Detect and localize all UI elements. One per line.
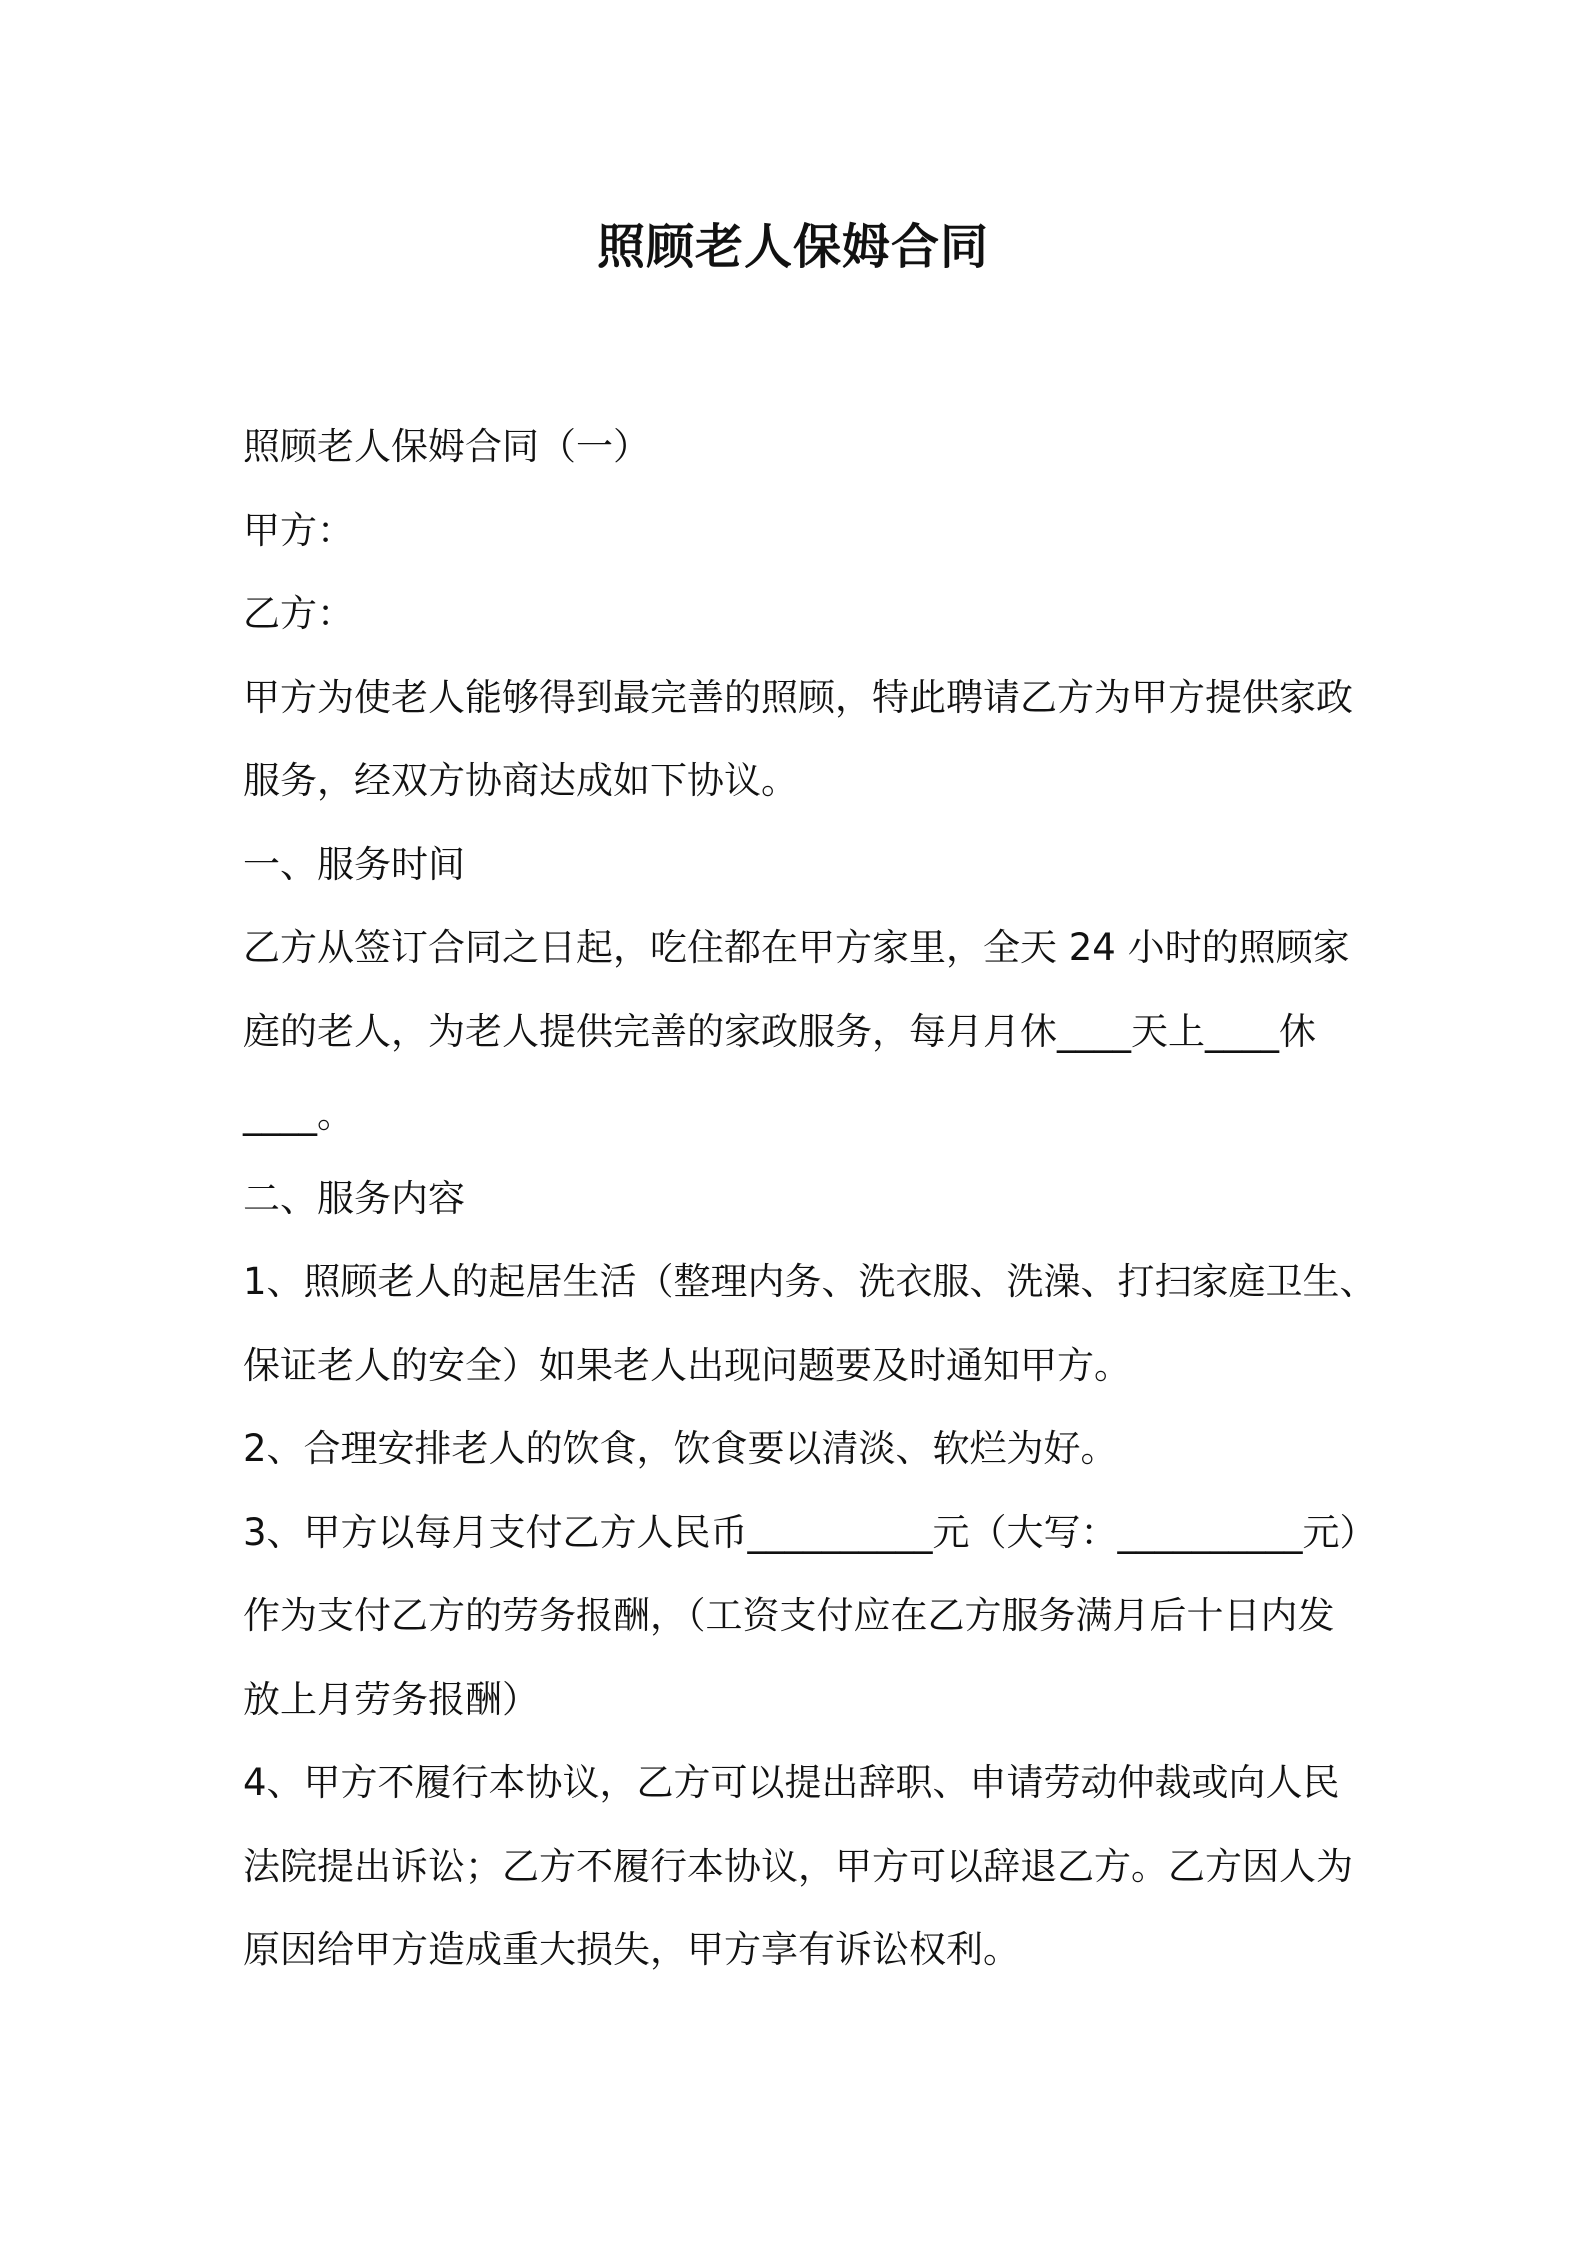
paragraph-line: 服务，经双方协商达成如下协议。 [243,759,798,802]
section-heading-service-time: 一、服务时间 [243,842,465,886]
party-a-line: 甲方： [243,508,354,552]
paragraph-line: 4、甲方不履行本协议，乙方可以提出辞职、申请劳动仲裁或向人民 [243,1761,1340,1804]
paragraph-line: 作为支付乙方的劳务报酬，（工资支付应在乙方服务满月后十日内发 [243,1594,1335,1637]
paragraph-line: 甲方为使老人能够得到最完善的照顾，特此聘请乙方为甲方提供家政 [243,675,1353,719]
subtitle-line: 照顾老人保姆合同（一） [243,425,650,468]
document-title: 照顾老人保姆合同 [596,219,989,275]
paragraph-line: ____。 [243,1093,354,1136]
section-heading-service-content: 二、服务内容 [243,1176,465,1220]
paragraph-line: 3、甲方以每月支付乙方人民币__________元（大写：__________元） [243,1510,1377,1554]
party-b-line: 乙方： [243,592,354,635]
paragraph-line: 保证老人的安全）如果老人出现问题要及时通知甲方。 [243,1343,1131,1387]
paragraph-line: 原因给甲方造成重大损失，甲方享有诉讼权利。 [243,1928,1020,1971]
paragraph-line: 法院提出诉讼；乙方不履行本协议，甲方可以辞退乙方。乙方因人为 [243,1844,1353,1888]
paragraph-line: 庭的老人，为老人提供完善的家政服务，每月月休____天上____休 [243,1009,1316,1053]
paragraph-line: 1、照顾老人的起居生活（整理内务、洗衣服、洗澡、打扫家庭卫生、 [243,1260,1377,1303]
paragraph-line: 乙方从签订合同之日起，吃住都在甲方家里，全天 24 小时的照顾家 [243,926,1350,969]
paragraph-line: 放上月劳务报酬） [243,1677,539,1721]
paragraph-line: 2、合理安排老人的饮食，饮食要以清淡、软烂为好。 [243,1427,1118,1470]
document-body [243,405,1377,1992]
